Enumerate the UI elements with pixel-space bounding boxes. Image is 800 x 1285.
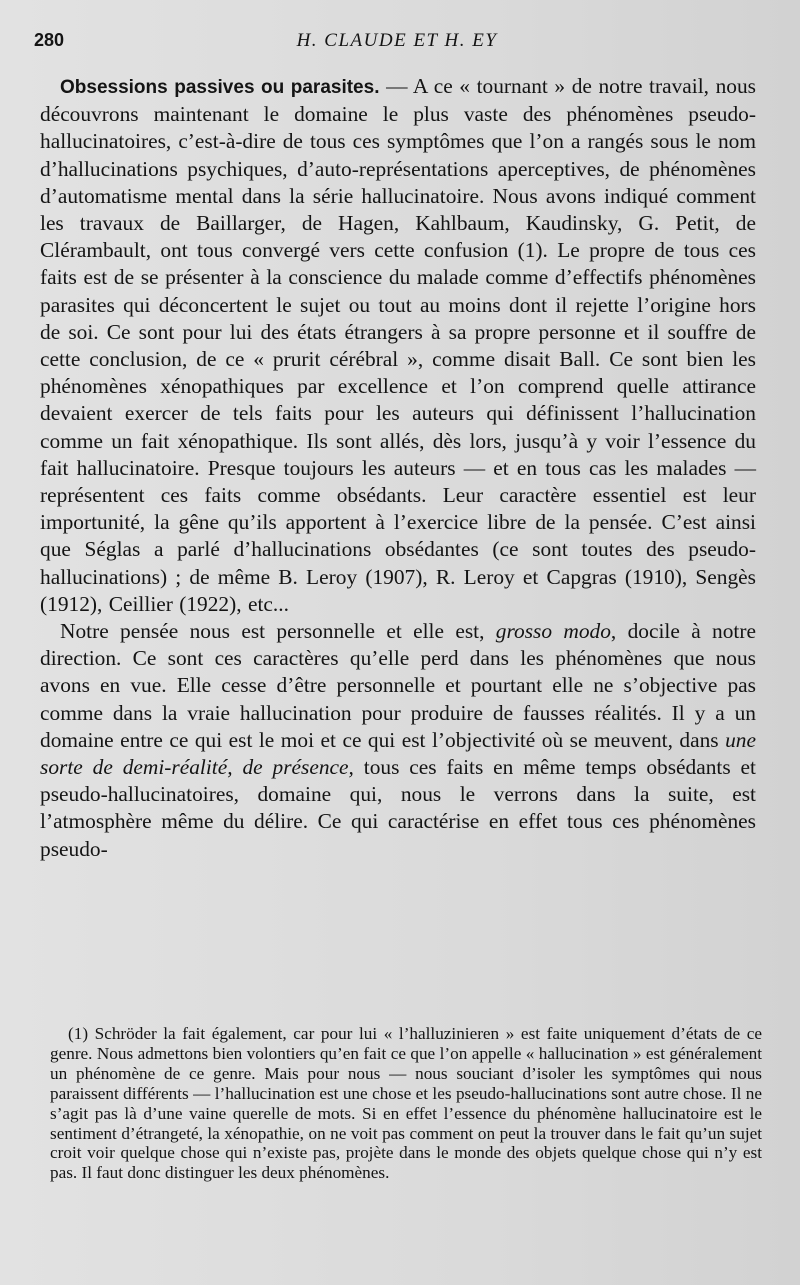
paragraph-2-text-e: tous ces faits en même temps obsédants et pseudo-hallucinatoires, domaine qui, nous le verrons dans la suite, est l’atmosphère même du délire. Ce qui caractérise en effet tous ces phénomènes pseudo- (40, 755, 756, 861)
footnote: (1) Schröder la fait également, car pour lui « l’halluzinieren » est faite uniquement d’états de ce genre. Nous admettons bien volontiers qu’en fait ce que l’on appelle « hallucination » est généralement un phénomène de ce genre. Mais pour nous — nous souciant d’isoler les symptômes qui nous paraissent différents — l’hallucination est une chose et les pseudo-hallucinations sont autre chose. Il ne s’agit pas là d’une vaine querelle de mots. Si en effet l’essence du phénomène hallucinatoire est le sentiment d’étrangeté, la xénopathie, on ne voit pas comment on peut la trouver dans le fait qu’un sujet croit voir quelque chose qui n’existe pas, projète dans le monde des objets quelque chose qui n’y est pas. Il faut donc distinguer les deux phénomènes. (50, 1024, 762, 1183)
body-text (40, 73, 756, 863)
paragraph-2-text-c: , docile à notre direction. Ce sont ces caractères qu’elle perd dans les phénomènes que nous avons en vue. Elle cesse d’être personnelle et pourtant elle ne s’objective pas comme dans la vraie hallucination pour produire de fausses réalités. Il y a un domaine entre ce qui est le moi et ce qui est l’objectivité où se meuvent, dans (40, 619, 756, 752)
running-head: H. CLAUDE ET H. EY (296, 30, 498, 51)
paragraph-2-italic-demi-realite: une sorte de demi-réalité, de présence, (40, 727, 756, 780)
paragraph-2-text-a: Notre pensée nous est personnelle et elle est, (60, 619, 496, 644)
paragraph-1 (40, 73, 756, 618)
page-header (34, 30, 760, 56)
paragraph-2-italic-grosso-modo: grosso modo (495, 619, 611, 644)
page-number: 280 (34, 30, 65, 50)
paragraph-1-text: — A ce « tournant » de notre travail, nous découvrons maintenant le domaine le plus vaste des phénomènes pseudo-hallucinatoires, c’est-à-dire de tous ces symptômes que l’on a rangés sous le nom d’hallucinations psychiques, d’auto-représentations aperceptives, de phénomènes d’automatisme mental dans la série hallucinatoire. Nous avons indiqué comment les travaux de Baillarger, de Hagen, Kahlbaum, Kaudinsky, G. Petit, de Clérambault, ont tous convergé vers cette confusion (1). Le propre de tous ces faits est de se présenter à la conscience du malade comme d’effectifs phénomènes parasites qui déconcertent le sujet ou tout au moins dont il rejette l’origine hors de soi. Ce sont pour lui des états étrangers à sa propre personne et il souffre de cette conclusion, de ce « prurit cérébral », comme disait Ball. Ce sont bien les phénomènes xénopathiques par excellence et l’on comprend quelle attirance devaient exercer de tels faits pour les auteurs qui définissent l’hallucination comme un fait xénopathique. Ils sont allés, dès lors, jusqu’à y voir l’essence du fait hallucinatoire. Presque toujours les auteurs — et en tous cas les malades — représentent ces faits comme obsédants. Leur caractère essentiel est leur importunité, la gêne qu’ils apportent à l’exercice libre de la pensée. C’est ainsi que Séglas a parlé d’hallucinations obsédantes (ce sont toutes des pseudo-hallucinations) ; de même B. Leroy (1907), R. Leroy et Capgras (1910), Sengès (1912), Ceillier (1922), etc... (40, 74, 757, 616)
paragraph-2 (40, 618, 756, 863)
section-heading: Obsessions passives ou parasites. (60, 77, 380, 98)
